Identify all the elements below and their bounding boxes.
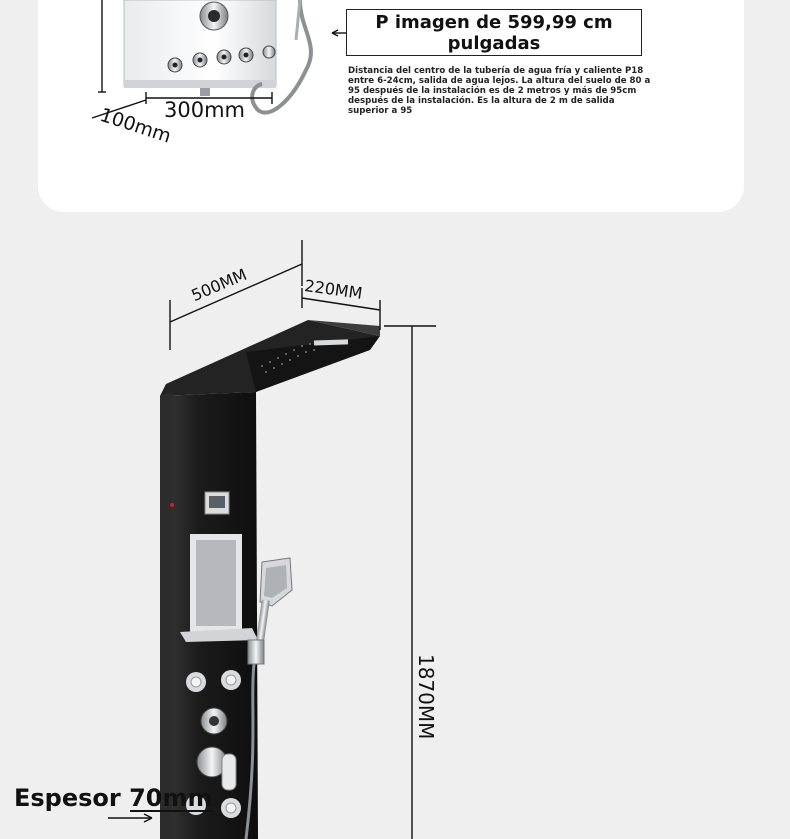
white-panel-image (124, 0, 276, 96)
dim-width-label: 300mm (164, 98, 245, 122)
install-description: Distancia del centro de la tubería de agua fría y caliente P18 entre 6-24cm, salida de agua lejos. La altura del suelo de 80 a 95 después de la instalación es de 2 metros y más de 95cm después de la instalación. Es la altura de 2 m de salida superior a 95 (348, 66, 651, 116)
dim-head-depth-label: 220MM (303, 276, 364, 303)
dim-height-label: 1870MM (414, 654, 438, 740)
thickness-label: Espesor 70mm (14, 784, 213, 812)
dim-depth-label: 100mm (97, 104, 174, 148)
callout-title: P imagen de 599,99 cm pulgadas (346, 9, 642, 56)
column-dimension-lines (108, 240, 436, 839)
shower-column-image (160, 320, 380, 839)
dim-head-width-label: 500MM (188, 264, 250, 305)
